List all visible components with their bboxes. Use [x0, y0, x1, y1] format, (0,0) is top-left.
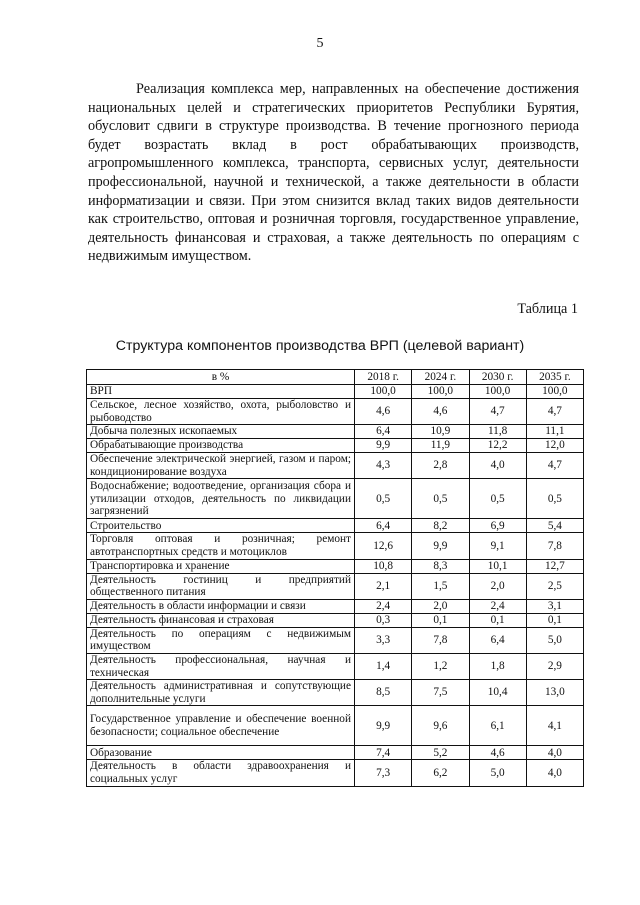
row-value-2024: 8,3: [412, 559, 469, 573]
row-value-2024: 7,8: [412, 627, 469, 653]
page-number: 5: [316, 36, 324, 51]
row-value-2030: 9,1: [469, 533, 526, 559]
row-value-2018: 100,0: [355, 385, 412, 399]
header-2018: 2018 г.: [355, 370, 412, 385]
row-value-2030: 100,0: [469, 385, 526, 399]
row-value-2024: 4,6: [412, 399, 469, 425]
row-value-2024: 100,0: [412, 385, 469, 399]
row-value-2018: 7,3: [355, 760, 412, 786]
row-value-2024: 10,9: [412, 425, 469, 439]
header-2024: 2024 г.: [412, 370, 469, 385]
table-row: [87, 399, 584, 425]
row-value-2030: 2,0: [469, 573, 526, 599]
table-row: [87, 425, 584, 439]
row-value-2018: 2,1: [355, 573, 412, 599]
table-row: [87, 760, 584, 786]
row-indicator-name: Деятельность в области информации и связи: [87, 599, 355, 613]
row-value-2018: 6,4: [355, 425, 412, 439]
row-value-2018: 4,3: [355, 453, 412, 479]
row-indicator-name: Деятельность по операциям с недвижимым имуществом: [87, 627, 355, 653]
row-value-2030: 0,1: [469, 613, 526, 627]
row-indicator-name: Добыча полезных ископаемых: [87, 425, 355, 439]
table-row: [87, 559, 584, 573]
table-row: [87, 385, 584, 399]
table-row: [87, 573, 584, 599]
table-row: [87, 746, 584, 760]
table-row: [87, 453, 584, 479]
row-value-2018: 3,3: [355, 627, 412, 653]
row-value-2035: 5,0: [526, 627, 583, 653]
body-paragraph: Реализация комплекса мер, направленных на обеспечение достижения национальных целей и стратегических приоритетов Республики Бурятия, обусловит сдвиги в структуре производства. В течение прогнозного периода будет возрастать вклад в рост обрабатывающих производств, агропромышленного комплекса, транспорта, сервисных услуг, деятельности профессиональной, научной и технической, а также деятельности в области информатизации и связи. При этом снизится вклад таких видов деятельности как строительство, оптовая и розничная торговля, государственное управление, деятельность финансовая и страховая, а также деятельность по операциям с недвижимым имуществом.: [88, 81, 579, 265]
header-2035: 2035 г.: [526, 370, 583, 385]
row-value-2030: 4,6: [469, 746, 526, 760]
row-value-2018: 12,6: [355, 533, 412, 559]
table-row: [87, 479, 584, 519]
row-value-2035: 4,7: [526, 399, 583, 425]
row-value-2030: 5,0: [469, 760, 526, 786]
table-row: [87, 599, 584, 613]
row-value-2024: 9,9: [412, 533, 469, 559]
row-value-2030: 11,8: [469, 425, 526, 439]
row-value-2018: 10,8: [355, 559, 412, 573]
row-value-2024: 1,5: [412, 573, 469, 599]
table-row: [87, 653, 584, 679]
row-value-2018: 9,9: [355, 439, 412, 453]
row-value-2030: 6,1: [469, 706, 526, 746]
table-row: [87, 627, 584, 653]
row-value-2030: 10,4: [469, 680, 526, 706]
row-value-2035: 13,0: [526, 680, 583, 706]
row-value-2035: 11,1: [526, 425, 583, 439]
row-value-2030: 6,9: [469, 519, 526, 533]
row-value-2030: 4,0: [469, 453, 526, 479]
row-value-2035: 7,8: [526, 533, 583, 559]
row-value-2035: 5,4: [526, 519, 583, 533]
row-value-2030: 4,7: [469, 399, 526, 425]
row-indicator-name: Обеспечение электрической энергией, газом и паром; кондиционирование воздуха: [87, 453, 355, 479]
row-value-2024: 1,2: [412, 653, 469, 679]
table-row: [87, 533, 584, 559]
row-indicator-name: Государственное управление и обеспечение военной безопасности; социальное обеспечение: [87, 706, 355, 746]
table-title: Структура компонентов производства ВРП (целевой вариант): [115, 338, 525, 354]
row-value-2018: 8,5: [355, 680, 412, 706]
table-row: [87, 519, 584, 533]
row-value-2024: 6,2: [412, 760, 469, 786]
row-value-2024: 0,1: [412, 613, 469, 627]
table-header-row: [87, 370, 584, 385]
table-row: [87, 706, 584, 746]
row-value-2024: 0,5: [412, 479, 469, 519]
row-value-2018: 6,4: [355, 519, 412, 533]
row-indicator-name: Сельское, лесное хозяйство, охота, рыболовство и рыбоводство: [87, 399, 355, 425]
row-value-2018: 1,4: [355, 653, 412, 679]
row-value-2018: 4,6: [355, 399, 412, 425]
row-indicator-name: Деятельность гостиниц и предприятий общественного питания: [87, 573, 355, 599]
row-indicator-name: ВРП: [87, 385, 355, 399]
row-value-2024: 2,0: [412, 599, 469, 613]
row-value-2030: 10,1: [469, 559, 526, 573]
row-indicator-name: Обрабатывающие производства: [87, 439, 355, 453]
row-value-2035: 4,1: [526, 706, 583, 746]
row-indicator-name: Торговля оптовая и розничная; ремонт автотранспортных средств и мотоциклов: [87, 533, 355, 559]
row-indicator-name: Деятельность финансовая и страховая: [87, 613, 355, 627]
table-row: [87, 613, 584, 627]
row-value-2035: 100,0: [526, 385, 583, 399]
row-value-2035: 4,0: [526, 760, 583, 786]
table-row: [87, 680, 584, 706]
row-value-2018: 7,4: [355, 746, 412, 760]
row-value-2024: 9,6: [412, 706, 469, 746]
row-value-2018: 0,5: [355, 479, 412, 519]
row-value-2024: 2,8: [412, 453, 469, 479]
row-indicator-name: Водоснабжение; водоотведение, организация сбора и утилизации отходов, деятельность по ликвидации загрязнений: [87, 479, 355, 519]
row-value-2030: 12,2: [469, 439, 526, 453]
grp-structure-table: [86, 369, 584, 787]
row-value-2035: 2,9: [526, 653, 583, 679]
row-value-2030: 0,5: [469, 479, 526, 519]
row-value-2024: 5,2: [412, 746, 469, 760]
row-value-2035: 3,1: [526, 599, 583, 613]
row-value-2035: 12,0: [526, 439, 583, 453]
header-2030: 2030 г.: [469, 370, 526, 385]
row-indicator-name: Строительство: [87, 519, 355, 533]
row-indicator-name: Деятельность профессиональная, научная и техническая: [87, 653, 355, 679]
row-value-2035: 0,1: [526, 613, 583, 627]
table-body: [87, 385, 584, 787]
row-value-2035: 2,5: [526, 573, 583, 599]
row-value-2035: 4,7: [526, 453, 583, 479]
row-indicator-name: Деятельность административная и сопутствующие дополнительные услуги: [87, 680, 355, 706]
row-value-2035: 4,0: [526, 746, 583, 760]
row-value-2018: 9,9: [355, 706, 412, 746]
row-value-2024: 11,9: [412, 439, 469, 453]
row-value-2030: 2,4: [469, 599, 526, 613]
table-row: [87, 439, 584, 453]
row-value-2035: 0,5: [526, 479, 583, 519]
row-value-2018: 2,4: [355, 599, 412, 613]
row-value-2018: 0,3: [355, 613, 412, 627]
row-indicator-name: Транспортировка и хранение: [87, 559, 355, 573]
header-unit: в %: [87, 370, 355, 385]
row-value-2030: 6,4: [469, 627, 526, 653]
row-indicator-name: Деятельность в области здравоохранения и социальных услуг: [87, 760, 355, 786]
row-value-2024: 8,2: [412, 519, 469, 533]
row-value-2030: 1,8: [469, 653, 526, 679]
row-value-2024: 7,5: [412, 680, 469, 706]
table-label: Таблица 1: [517, 301, 578, 317]
row-value-2035: 12,7: [526, 559, 583, 573]
row-indicator-name: Образование: [87, 746, 355, 760]
